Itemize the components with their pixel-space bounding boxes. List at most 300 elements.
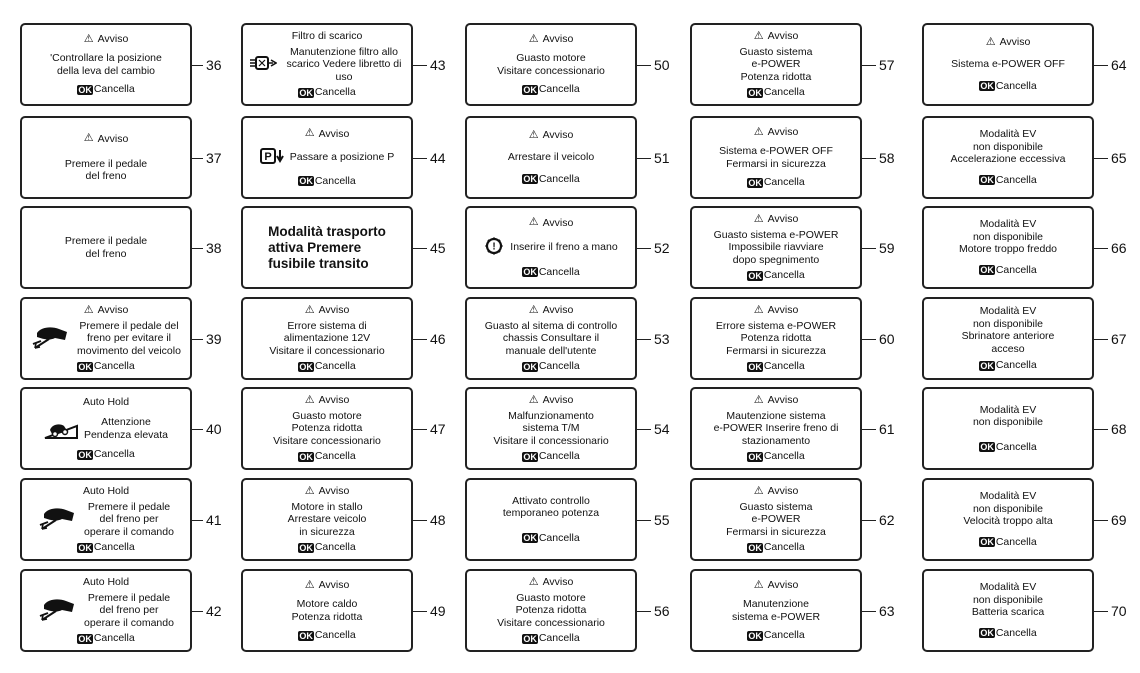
ok-key-icon: OK xyxy=(523,174,537,185)
message-box-54 xyxy=(465,387,637,470)
cancel-label: Cancella xyxy=(93,448,135,461)
message-text: Guasto al sitema di controllo chassis Consultare il manuale dell'utente xyxy=(484,319,618,357)
leader-line xyxy=(862,429,876,430)
ok-cancel-button[interactable] xyxy=(298,450,355,463)
ok-cancel-button[interactable] xyxy=(77,541,134,554)
ok-cancel-button[interactable] xyxy=(522,266,579,279)
ok-key-icon: OK xyxy=(523,451,537,462)
message-box-64 xyxy=(922,23,1094,106)
message-text: Premere il pedale del freno per operare il comando xyxy=(84,500,174,538)
leader-line xyxy=(192,248,203,249)
ok-cancel-button[interactable] xyxy=(747,176,804,189)
ok-key-icon: OK xyxy=(980,175,994,186)
ok-cancel-button[interactable] xyxy=(298,175,355,188)
leader-line xyxy=(862,65,876,66)
message-header xyxy=(754,30,799,43)
message-text: Arrestare il veicolo xyxy=(507,151,595,164)
cancel-label: Cancella xyxy=(995,174,1037,187)
ok-cancel-button[interactable] xyxy=(522,632,579,645)
leader-line xyxy=(192,158,203,159)
message-text: Modalità trasporto attiva Premere fusibile transito xyxy=(268,223,386,271)
message-text: Modalità EV non disponibile Sbrinatore anteriore acceso xyxy=(961,305,1055,355)
message-text: Guasto motore Visitare concessionario xyxy=(497,52,605,77)
ok-cancel-button[interactable] xyxy=(298,86,355,99)
message-box-47 xyxy=(241,387,413,470)
leader-line xyxy=(1094,65,1108,66)
warning-icon: ⚠ xyxy=(304,303,315,316)
ok-key-icon: OK xyxy=(748,361,762,372)
message-text: Modalità EV non disponibile Motore troppo freddo xyxy=(958,218,1058,256)
callout-number: 54 xyxy=(654,421,670,437)
callout-number: 69 xyxy=(1111,512,1127,528)
message-header xyxy=(305,128,350,141)
callout-number: 58 xyxy=(879,150,895,166)
message-box-51 xyxy=(465,116,637,199)
callout-number: 62 xyxy=(879,512,895,528)
cancel-label: Cancella xyxy=(995,441,1037,453)
ok-cancel-button[interactable] xyxy=(522,83,579,96)
leader-line xyxy=(192,339,203,340)
ok-cancel-button[interactable] xyxy=(522,450,579,463)
message-box-68 xyxy=(922,387,1094,470)
message-header-label: Avviso xyxy=(542,576,574,589)
ok-key-icon: OK xyxy=(523,267,537,278)
message-header-label: Avviso xyxy=(318,127,350,140)
message-header xyxy=(754,485,799,498)
warning-icon: ⚠ xyxy=(304,579,315,591)
message-box-37 xyxy=(20,116,192,199)
ok-key-icon: OK xyxy=(78,361,92,372)
message-header xyxy=(529,33,574,46)
message-header-label: Avviso xyxy=(999,36,1031,49)
ok-key-icon: OK xyxy=(523,84,537,95)
message-header xyxy=(529,394,574,407)
message-header-label: Avviso xyxy=(318,485,350,498)
message-box-61 xyxy=(690,387,862,470)
message-text: 'Controllare la posizione della leva del cambio xyxy=(50,52,162,77)
message-text: Modalità EV non disponibile Accelerazione eccessiva xyxy=(950,128,1066,166)
message-header xyxy=(754,126,799,139)
callout-number: 36 xyxy=(206,57,222,73)
callout-number: 59 xyxy=(879,240,895,256)
ok-key-icon: OK xyxy=(78,633,92,644)
ok-key-icon: OK xyxy=(299,87,313,98)
message-header-label: Avviso xyxy=(542,33,574,46)
message-header-label: Auto Hold xyxy=(82,485,130,498)
ok-cancel-button[interactable] xyxy=(747,360,804,373)
message-header xyxy=(529,304,574,317)
foot-pedal-icon xyxy=(31,323,71,355)
message-box-56 xyxy=(465,569,637,652)
message-text: Inserire il freno a mano xyxy=(510,241,618,254)
ok-cancel-button[interactable] xyxy=(979,80,1036,93)
message-header-label: Auto Hold xyxy=(82,396,130,409)
message-box-52 xyxy=(465,206,637,289)
ok-key-icon: OK xyxy=(299,176,313,187)
message-box-59 xyxy=(690,206,862,289)
cancel-label: Cancella xyxy=(995,264,1037,277)
message-box-63 xyxy=(690,569,862,652)
message-header-label: Avviso xyxy=(767,30,799,43)
warning-icon: ⚠ xyxy=(528,393,539,406)
cancel-label: Cancella xyxy=(763,629,805,642)
leader-line xyxy=(413,158,427,159)
message-text: Guasto sistema e-POWER Potenza ridotta xyxy=(739,45,813,83)
callout-number: 70 xyxy=(1111,603,1127,619)
cancel-label: Cancella xyxy=(763,269,805,282)
ok-key-icon: OK xyxy=(78,449,92,460)
message-header-label: Avviso xyxy=(97,132,129,145)
callout-number: 63 xyxy=(879,603,895,619)
ok-cancel-button[interactable] xyxy=(747,629,804,642)
ok-cancel-button[interactable] xyxy=(979,441,1036,454)
message-box-69 xyxy=(922,478,1094,561)
ok-cancel-button[interactable] xyxy=(522,173,579,186)
cancel-label: Cancella xyxy=(763,86,805,99)
ok-key-icon: OK xyxy=(299,542,313,553)
message-text: Modalità EV non disponibile Batteria scarica xyxy=(971,581,1045,619)
warning-icon: ⚠ xyxy=(753,29,764,42)
ok-cancel-button[interactable] xyxy=(77,83,134,96)
leader-line xyxy=(637,520,651,521)
ok-cancel-button[interactable] xyxy=(747,541,804,554)
message-header-label: Avviso xyxy=(767,394,799,407)
cancel-label: Cancella xyxy=(763,450,805,463)
message-text: Modalità EV non disponibile xyxy=(972,403,1044,428)
callout-number: 67 xyxy=(1111,331,1127,347)
warning-icon: ⚠ xyxy=(753,303,764,316)
ok-key-icon: OK xyxy=(980,360,994,371)
message-header-label: Avviso xyxy=(318,394,350,407)
leader-line xyxy=(192,520,203,521)
leader-line xyxy=(192,429,203,430)
message-text: Sistema e-POWER OFF Fermarsi in sicurezza xyxy=(719,145,833,170)
message-box-62 xyxy=(690,478,862,561)
warning-icon: ⚠ xyxy=(528,129,539,142)
callout-number: 37 xyxy=(206,150,222,166)
ok-cancel-button[interactable] xyxy=(979,174,1036,187)
warning-icon: ⚠ xyxy=(83,303,94,316)
steep-slope-icon xyxy=(44,414,78,444)
message-header xyxy=(754,579,799,592)
message-header xyxy=(292,30,363,43)
leader-line xyxy=(637,429,651,430)
park-icon xyxy=(260,148,284,168)
message-header xyxy=(305,394,350,407)
warning-icon: ⚠ xyxy=(304,393,315,406)
cancel-label: Cancella xyxy=(314,360,356,373)
cancel-label: Cancella xyxy=(995,80,1037,93)
message-text: Motore in stallo Arrestare veicolo in sicurezza xyxy=(287,500,367,538)
cancel-label: Cancella xyxy=(538,265,580,278)
ok-key-icon: OK xyxy=(299,451,313,462)
warning-icon: ⚠ xyxy=(304,127,315,140)
message-box-48 xyxy=(241,478,413,561)
cancel-label: Cancella xyxy=(995,359,1037,372)
cancel-label: Cancella xyxy=(93,541,135,554)
cancel-label: Cancella xyxy=(314,174,356,187)
leader-line xyxy=(637,339,651,340)
callout-number: 48 xyxy=(430,512,446,528)
ok-cancel-button[interactable] xyxy=(522,532,579,545)
message-header xyxy=(529,129,574,142)
callout-number: 53 xyxy=(654,331,670,347)
message-box-67 xyxy=(922,297,1094,380)
message-text: Errore sistema e-POWER Potenza ridotta Fermarsi in sicurezza xyxy=(715,319,837,357)
ok-cancel-button[interactable] xyxy=(747,86,804,99)
message-box-40 xyxy=(20,387,192,470)
ok-cancel-button[interactable] xyxy=(522,360,579,373)
warning-icon: ⚠ xyxy=(985,36,996,49)
ok-cancel-button[interactable] xyxy=(77,632,134,645)
exhaust-filter-icon xyxy=(249,54,277,76)
message-text: Attenzione Pendenza elevata xyxy=(83,416,169,441)
foot-pedal-icon xyxy=(38,595,78,627)
message-body xyxy=(38,501,174,539)
callout-number: 65 xyxy=(1111,150,1127,166)
message-header-label: Avviso xyxy=(767,579,799,592)
callout-number: 51 xyxy=(654,150,670,166)
leader-line xyxy=(192,65,203,66)
ok-key-icon: OK xyxy=(748,542,762,553)
leader-line xyxy=(192,611,203,612)
ok-cancel-button[interactable] xyxy=(979,536,1036,549)
message-text: Manutenzione filtro allo scarico Vedere libretto di uso xyxy=(286,45,402,83)
ok-key-icon: OK xyxy=(523,361,537,372)
ok-cancel-button[interactable] xyxy=(979,359,1036,372)
message-text: Passare a posizione P xyxy=(289,151,395,164)
cancel-label: Cancella xyxy=(763,541,805,554)
message-body xyxy=(44,414,168,444)
message-box-44 xyxy=(241,116,413,199)
leader-line xyxy=(862,158,876,159)
message-text: Premere il pedale del freno xyxy=(64,235,148,260)
callout-number: 38 xyxy=(206,240,222,256)
callout-number: 39 xyxy=(206,331,222,347)
callout-number: 40 xyxy=(206,421,222,437)
ok-cancel-button[interactable] xyxy=(747,269,804,282)
leader-line xyxy=(637,248,651,249)
message-box-36 xyxy=(20,23,192,106)
message-box-43 xyxy=(241,23,413,106)
callout-number: 42 xyxy=(206,603,222,619)
message-box-38 xyxy=(20,206,192,289)
leader-line xyxy=(413,611,427,612)
message-box-49 xyxy=(241,569,413,652)
cancel-label: Cancella xyxy=(314,86,356,99)
callout-number: 60 xyxy=(879,331,895,347)
callout-number: 56 xyxy=(654,603,670,619)
warning-icon: ⚠ xyxy=(753,393,764,406)
warning-icon: ⚠ xyxy=(83,33,94,45)
message-header-label: Avviso xyxy=(542,394,574,407)
ok-key-icon: OK xyxy=(980,537,994,548)
message-body xyxy=(31,320,181,358)
message-text: Manutenzione sistema e-POWER xyxy=(731,598,821,623)
message-header xyxy=(84,304,129,317)
callout-number: 64 xyxy=(1111,57,1127,73)
ok-cancel-button[interactable] xyxy=(747,450,804,463)
message-header xyxy=(305,304,350,317)
foot-pedal-icon xyxy=(38,504,78,536)
message-text: Premere il pedale del freno per evitare il movimento del veicolo xyxy=(77,319,181,357)
message-text: Premere il pedale del freno per operare il comando xyxy=(84,591,174,629)
message-text: Motore caldo Potenza ridotta xyxy=(291,598,363,623)
parking-brake-icon xyxy=(484,236,504,260)
message-header xyxy=(83,485,129,498)
leader-line xyxy=(862,611,876,612)
leader-line xyxy=(413,429,427,430)
leader-line xyxy=(862,520,876,521)
leader-line xyxy=(413,248,427,249)
message-header-label: Avviso xyxy=(97,33,129,46)
ok-key-icon: OK xyxy=(78,542,92,553)
leader-line xyxy=(1094,429,1108,430)
cancel-label: Cancella xyxy=(314,450,356,463)
callout-number: 43 xyxy=(430,57,446,73)
ok-cancel-button[interactable] xyxy=(298,360,355,373)
leader-line xyxy=(1094,611,1108,612)
ok-key-icon: OK xyxy=(78,84,92,95)
callout-number: 49 xyxy=(430,603,446,619)
cancel-label: Cancella xyxy=(763,360,805,373)
message-text: Sistema e-POWER OFF xyxy=(951,58,1065,71)
leader-line xyxy=(637,65,651,66)
message-body xyxy=(38,592,174,630)
warning-icon: ⚠ xyxy=(753,212,764,225)
cancel-label: Cancella xyxy=(538,450,580,463)
callout-number: 45 xyxy=(430,240,446,256)
cancel-label: Cancella xyxy=(93,360,135,373)
message-header xyxy=(986,36,1031,49)
warning-icon: ⚠ xyxy=(528,303,539,316)
callout-number: 50 xyxy=(654,57,670,73)
cancel-label: Cancella xyxy=(538,173,580,186)
leader-line xyxy=(862,339,876,340)
cancel-label: Cancella xyxy=(763,176,805,189)
message-box-50 xyxy=(465,23,637,106)
ok-key-icon: OK xyxy=(980,265,994,276)
message-header xyxy=(83,396,129,409)
callout-number: 66 xyxy=(1111,240,1127,256)
svg-text:!: ! xyxy=(492,241,496,253)
message-header xyxy=(305,579,350,592)
message-header xyxy=(754,394,799,407)
message-box-39 xyxy=(20,297,192,380)
message-text: Guasto motore Potenza ridotta Visitare concessionario xyxy=(497,591,605,629)
message-text: Modalità EV non disponibile Velocità troppo alta xyxy=(963,490,1053,528)
warning-icon: ⚠ xyxy=(83,132,94,145)
message-header-label: Avviso xyxy=(767,304,799,317)
warning-icon: ⚠ xyxy=(753,126,764,138)
leader-line xyxy=(637,158,651,159)
message-box-46 xyxy=(241,297,413,380)
leader-line xyxy=(413,520,427,521)
cancel-label: Cancella xyxy=(995,536,1037,549)
message-text: Errore sistema di alimentazione 12V Visitare il concessionario xyxy=(269,319,385,357)
message-box-53 xyxy=(465,297,637,380)
callout-number: 52 xyxy=(654,240,670,256)
ok-key-icon: OK xyxy=(748,630,762,641)
message-box-45 xyxy=(241,206,413,289)
message-header xyxy=(754,304,799,317)
leader-line xyxy=(413,65,427,66)
cancel-label: Cancella xyxy=(314,629,356,642)
cancel-label: Cancella xyxy=(314,541,356,554)
message-header-label: Avviso xyxy=(318,304,350,317)
ok-key-icon: OK xyxy=(523,633,537,644)
message-box-58 xyxy=(690,116,862,199)
message-header-label: Avviso xyxy=(767,213,799,226)
message-header-label: Avviso xyxy=(767,126,799,139)
message-header xyxy=(529,576,574,589)
message-text: Malfunzionamento sistema T/M Visitare il concessionario xyxy=(493,409,609,447)
callout-number: 44 xyxy=(430,150,446,166)
ok-cancel-button[interactable] xyxy=(979,264,1036,277)
ok-key-icon: OK xyxy=(299,361,313,372)
message-text: Mautenzione sistema e-POWER Inserire freno di stazionamento xyxy=(713,409,839,447)
message-box-41 xyxy=(20,478,192,561)
message-text: Premere il pedale del freno xyxy=(64,157,148,182)
ok-key-icon: OK xyxy=(748,451,762,462)
ok-key-icon: OK xyxy=(748,177,762,188)
message-header-label: Filtro di scarico xyxy=(291,30,363,43)
ok-cancel-button[interactable] xyxy=(77,360,134,373)
message-header xyxy=(754,213,799,226)
message-box-57 xyxy=(690,23,862,106)
message-text: Attivato controllo temporaneo potenza xyxy=(502,494,600,519)
message-header-label: Avviso xyxy=(767,485,799,498)
callout-number: 41 xyxy=(206,512,222,528)
cancel-label: Cancella xyxy=(538,360,580,373)
leader-line xyxy=(862,248,876,249)
callout-number: 68 xyxy=(1111,421,1127,437)
message-box-66 xyxy=(922,206,1094,289)
leader-line xyxy=(1094,520,1108,521)
message-box-70 xyxy=(922,569,1094,652)
message-header xyxy=(529,217,574,230)
ok-key-icon: OK xyxy=(523,533,537,544)
message-header xyxy=(84,133,129,146)
message-text: Guasto sistema e-POWER Fermarsi in sicurezza xyxy=(726,500,826,538)
message-header xyxy=(83,576,129,589)
ok-cancel-button[interactable] xyxy=(298,629,355,642)
callout-number: 57 xyxy=(879,57,895,73)
ok-cancel-button[interactable] xyxy=(979,627,1036,640)
ok-key-icon: OK xyxy=(980,628,994,639)
message-header-label: Avviso xyxy=(542,304,574,317)
message-text: Guasto motore Potenza ridotta Visitare concessionario xyxy=(273,409,381,447)
ok-cancel-button[interactable] xyxy=(77,448,134,461)
message-box-65 xyxy=(922,116,1094,199)
callout-number: 47 xyxy=(430,421,446,437)
leader-line xyxy=(1094,158,1108,159)
svg-text:P: P xyxy=(264,150,272,163)
cancel-label: Cancella xyxy=(93,83,135,96)
leader-line xyxy=(1094,339,1108,340)
warning-icon: ⚠ xyxy=(753,579,764,591)
message-body xyxy=(484,236,617,260)
ok-cancel-button[interactable] xyxy=(298,541,355,554)
warning-icon: ⚠ xyxy=(304,484,315,497)
message-box-60 xyxy=(690,297,862,380)
message-header-label: Avviso xyxy=(542,129,574,142)
message-header xyxy=(84,33,129,46)
cancel-label: Cancella xyxy=(93,632,135,645)
cancel-label: Cancella xyxy=(538,532,580,544)
warning-icon: ⚠ xyxy=(528,216,539,229)
cancel-label: Cancella xyxy=(538,83,580,96)
